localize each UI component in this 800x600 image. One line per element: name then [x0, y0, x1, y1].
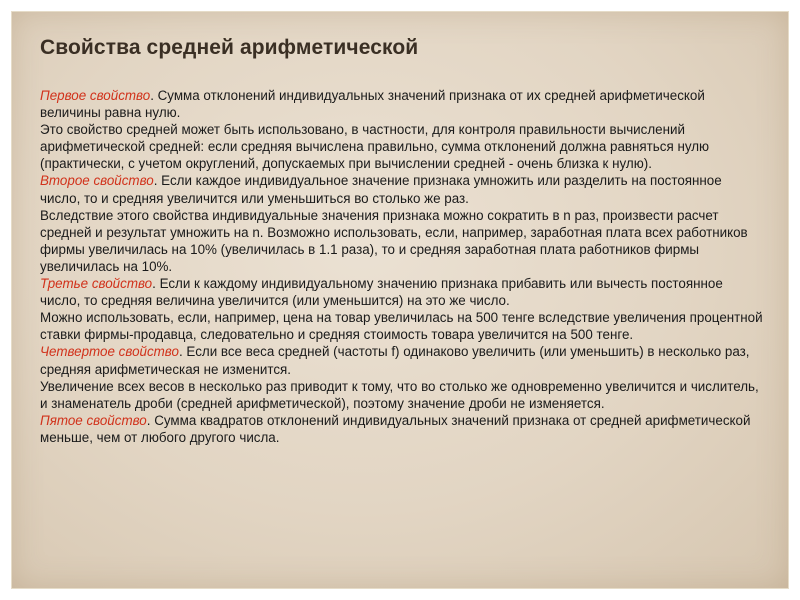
- paragraph-text: Увеличение всех весов в несколько раз приводит к тому, что во столько же одновременно увеличится и числитель, и знаменатель дроби (средней арифметической), поэтому значение дроби не изменяется.: [40, 378, 759, 411]
- paragraph-text: Можно использовать, если, например, цена на товар увеличилась на 500 тенге вследствие увеличения процентной ставки фирмы-продавца, следовательно и средняя стоимость товара увеличится на 500 тенге.: [40, 310, 763, 343]
- paragraph-note-4: [40, 378, 765, 412]
- paragraph-note-3: [40, 309, 765, 343]
- paragraph-text: Вследствие этого свойства индивидуальные значения признака можно сократить в n раз, произвести расчет средней и результат умножить на n. Возможно использовать, если, например, заработная плата всех работников фирмы увеличилась на 10% (увеличилась в 1.1 раза), то и средняя заработная плата работников фирмы увеличилась на 10%.: [40, 207, 748, 274]
- paragraph-text: Это свойство средней может быть использовано, в частности, для контроля правильности вычислений арифметической средней: если средняя вычислена правильно, сумма отклонений должна равняться нулю (практически, с учетом округлений, допускаемых при вычислении средней - очень близка к нулю).: [40, 122, 710, 172]
- slide-title: Свойства средней арифметической: [40, 36, 419, 59]
- paragraph-property-3: [40, 275, 765, 309]
- slide-body: [40, 87, 765, 446]
- paragraph-note-2: [40, 207, 765, 275]
- paragraph-note-1: [40, 121, 765, 172]
- paragraph-text: . Сумма отклонений индивидуальных значений признака от их средней арифметической величины равна нулю.: [40, 88, 705, 121]
- paragraph-property-1: [40, 87, 765, 121]
- property-title: Первое свойство: [40, 88, 151, 103]
- paragraph-property-4: [40, 343, 765, 377]
- paragraph-text: . Сумма квадратов отклонений индивидуальных значений признака от средней арифметической меньше, чем от любого другого числа.: [40, 412, 751, 445]
- paragraph-property-2: [40, 172, 765, 206]
- paragraph-text: . Если каждое индивидуальное значение признака умножить или разделить на постоянное число, то и средняя увеличится или уменьшиться во столько же раз.: [40, 173, 722, 206]
- paragraph-text: . Если все веса средней (частоты f) одинаково увеличить (или уменьшить) в несколько раз, средняя арифметическая не изменится.: [40, 344, 750, 377]
- paragraph-property-5: [40, 412, 765, 446]
- property-title: Третье свойство: [40, 276, 153, 292]
- slide-content: [11, 11, 789, 589]
- property-title: Четвертое свойство: [40, 344, 179, 360]
- paragraph-text: . Если к каждому индивидуальному значению признака прибавить или вычесть постоянное число, то средняя величина увеличится (или уменьшится) на это же число.: [40, 276, 723, 309]
- property-title: Пятое свойство: [40, 412, 147, 428]
- property-title: Второе свойство: [40, 173, 154, 189]
